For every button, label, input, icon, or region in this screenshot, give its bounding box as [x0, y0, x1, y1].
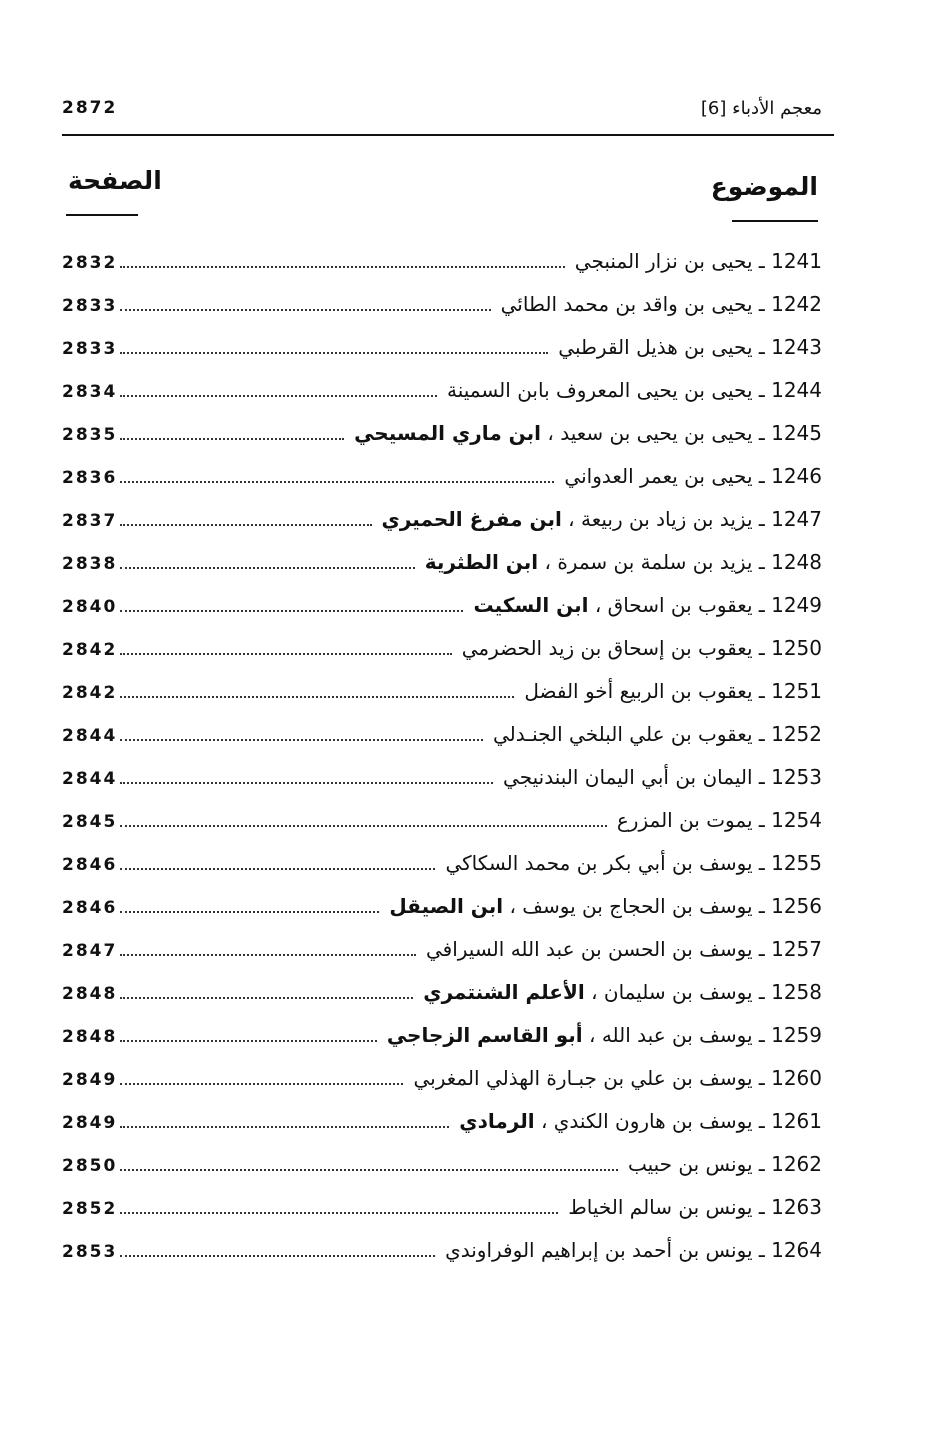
toc-entry-title [439, 851, 822, 875]
toc-entry-title [552, 335, 822, 359]
toc-entry [62, 1021, 822, 1064]
toc-leader-dots [120, 868, 435, 870]
toc-entry-title [467, 593, 822, 617]
toc-entry-number: 1250 [771, 636, 822, 660]
toc-leader-dots [120, 395, 437, 397]
toc-leader-dots [120, 825, 607, 827]
toc-entry-title [439, 1238, 822, 1262]
toc-leader-dots [120, 782, 493, 784]
toc-entry-title [407, 1066, 822, 1090]
toc-entry [62, 1193, 822, 1236]
toc-entry-name: يزيد بن زياد بن ربيعة ، [561, 507, 753, 531]
column-heading-topic-underline [732, 220, 818, 222]
toc-entry-number: 1258 [771, 980, 822, 1004]
toc-entry-title [383, 894, 822, 918]
toc-entry-number: 1251 [771, 679, 822, 703]
toc-entry-page: 2849 [62, 1113, 118, 1133]
toc-entry [62, 634, 822, 677]
toc-entry-page: 2836 [62, 468, 118, 488]
toc-entry [62, 462, 822, 505]
toc-entry-page: 2844 [62, 769, 118, 789]
toc-entry-name: يعقوب بن علي البلخي الجنـدلي [492, 722, 753, 746]
toc-entry-epithet: الرمادي [459, 1109, 535, 1133]
toc-leader-dots [120, 481, 554, 483]
toc-entry-number: 1247 [771, 507, 822, 531]
toc-leader-dots [120, 610, 463, 612]
toc-entry-separator: ـ [752, 507, 772, 531]
toc-entry-separator: ـ [752, 1152, 772, 1176]
toc-entry-page: 2847 [62, 941, 118, 961]
toc-entry [62, 1236, 822, 1279]
toc-leader-dots [120, 1083, 403, 1085]
toc-entry-title [487, 722, 822, 746]
toc-entry-number: 1260 [771, 1066, 822, 1090]
toc-entry-separator: ـ [752, 550, 772, 574]
toc-entry-number: 1259 [771, 1023, 822, 1047]
toc-entry-title [562, 1195, 822, 1219]
toc-entry-number: 1263 [771, 1195, 822, 1219]
toc-entry-number: 1245 [771, 421, 822, 445]
toc-entry [62, 720, 822, 763]
toc-leader-dots [120, 1169, 618, 1171]
toc-entry-separator: ـ [752, 937, 772, 961]
toc-entry-number: 1244 [771, 378, 822, 402]
toc-entry-title [622, 1152, 822, 1176]
toc-entry-name: يوسف بن سليمان ، [584, 980, 753, 1004]
toc-leader-dots [120, 1255, 435, 1257]
toc-entry [62, 1064, 822, 1107]
toc-entry-separator: ـ [752, 980, 772, 1004]
toc-entry [62, 763, 822, 806]
toc-entry [62, 935, 822, 978]
toc-entry-name: يعقوب بن إسحاق بن زيد الحضرمي [461, 636, 753, 660]
toc-entry-separator: ـ [752, 1023, 772, 1047]
toc-entry [62, 505, 822, 548]
toc-entry-page: 2835 [62, 425, 118, 445]
header-book-title: معجم الأدباء [6] [700, 98, 822, 119]
toc-entry-separator: ـ [752, 679, 772, 703]
toc-entry-name: يونس بن سالم الخياط [568, 1195, 753, 1219]
toc-entry-separator: ـ [752, 1195, 772, 1219]
toc-entry-separator: ـ [752, 335, 772, 359]
toc-leader-dots [120, 997, 413, 999]
toc-entry [62, 677, 822, 720]
toc-leader-dots [120, 653, 452, 655]
toc-leader-dots [120, 438, 344, 440]
toc-entry-name: يوسف بن عبد الله ، [582, 1023, 753, 1047]
column-heading-page-underline [66, 214, 138, 216]
toc-entry-name: يموت بن المزرع [616, 808, 753, 832]
toc-entry-title [417, 980, 822, 1004]
toc-entry-page: 2840 [62, 597, 118, 617]
toc-entry-epithet: ابن الصيقل [389, 894, 504, 918]
toc-entry-number: 1243 [771, 335, 822, 359]
toc-entry-page: 2848 [62, 1027, 118, 1047]
toc-entry-name: يونس بن أحمد بن إبراهيم الوفراوندي [445, 1238, 753, 1262]
toc-entry [62, 548, 822, 591]
toc-entry-epithet: ابن مفرغ الحميري [381, 507, 562, 531]
toc-entry-name: يوسف بن هارون الكندي ، [534, 1109, 753, 1133]
toc-entry-name: يوسف بن الحجاج بن يوسف ، [503, 894, 753, 918]
toc-entry [62, 591, 822, 634]
toc-entry-separator: ـ [752, 292, 772, 316]
toc-entry-name: يحيى بن يحيى بن سعيد ، [541, 421, 753, 445]
toc-entry-number: 1261 [771, 1109, 822, 1133]
toc-entry-name: يوسف بن أبي بكر بن محمد السكاكي [445, 851, 753, 875]
toc-entry [62, 290, 822, 333]
toc-entry-title [495, 292, 822, 316]
toc-entry-epithet: الأعلم الشنتمري [423, 980, 585, 1004]
toc-leader-dots [120, 309, 491, 311]
toc-leader-dots [120, 911, 379, 913]
toc-entry [62, 806, 822, 849]
toc-leader-dots [120, 567, 415, 569]
toc-entry [62, 1150, 822, 1193]
toc-entry-epithet: ابن ماري المسيحي [354, 421, 542, 445]
toc-entry-separator: ـ [752, 636, 772, 660]
toc-entry-title [381, 1023, 822, 1047]
toc-entry-name: يحيى بن واقد بن محمد الطائي [500, 292, 753, 316]
column-heading-topic: الموضوع [710, 172, 818, 201]
toc-entry [62, 892, 822, 935]
toc-entry [62, 247, 822, 290]
toc-entry [62, 978, 822, 1021]
toc-entry-page: 2849 [62, 1070, 118, 1090]
toc-entry-separator: ـ [752, 851, 772, 875]
toc-entry-separator: ـ [752, 1109, 772, 1133]
toc-leader-dots [120, 739, 483, 741]
toc-entry-number: 1257 [771, 937, 822, 961]
toc-entry-name: يوسف بن الحسن بن عبد الله السيرافي [425, 937, 753, 961]
toc-entry-epithet: ابن الطثرية [424, 550, 539, 574]
toc-entry-separator: ـ [752, 808, 772, 832]
toc-entry-page: 2833 [62, 339, 118, 359]
toc-entry-name: يحيى بن يعمر العدواني [564, 464, 753, 488]
toc-entry-epithet: ابن السكيت [473, 593, 589, 617]
toc-entry-separator: ـ [752, 765, 772, 789]
toc-entry-number: 1252 [771, 722, 822, 746]
toc-entry-title [569, 249, 822, 273]
toc-entry-title [441, 378, 822, 402]
toc-entry-name: يونس بن حبيب [627, 1152, 753, 1176]
toc-entry-separator: ـ [752, 593, 772, 617]
toc-entry-title [611, 808, 822, 832]
toc-entry-title [518, 679, 822, 703]
toc-entry-name: يعقوب بن الربيع أخو الفضل [524, 679, 753, 703]
toc-entry-page: 2850 [62, 1156, 118, 1176]
toc-entry-page: 2842 [62, 683, 118, 703]
running-header [62, 92, 822, 132]
toc-entry [62, 376, 822, 419]
toc-entry-page: 2844 [62, 726, 118, 746]
toc-entry-separator: ـ [752, 421, 772, 445]
toc-entry-title [419, 550, 822, 574]
toc-entry-page: 2833 [62, 296, 118, 316]
toc-entry [62, 1107, 822, 1150]
toc-entry-title [453, 1109, 822, 1133]
toc-entry-number: 1264 [771, 1238, 822, 1262]
toc-entry-page: 2837 [62, 511, 118, 531]
toc-entry-separator: ـ [752, 1066, 772, 1090]
toc-entry-name: يعقوب بن اسحاق ، [588, 593, 753, 617]
toc-entry-number: 1241 [771, 249, 822, 273]
toc-entry-name: يحيى بن يحيى المعروف بابن السمينة [446, 378, 753, 402]
header-page-number: 2872 [62, 98, 118, 118]
toc-leader-dots [120, 524, 372, 526]
toc-entry-number: 1262 [771, 1152, 822, 1176]
toc-entry-name: يحيى بن نزار المنبجي [574, 249, 753, 273]
toc-entry-separator: ـ [752, 722, 772, 746]
toc-entry-number: 1249 [771, 593, 822, 617]
toc-entry-separator: ـ [752, 894, 772, 918]
toc-entry-page: 2832 [62, 253, 118, 273]
toc-entry-name: يوسف بن علي بن جبـارة الهذلي المغربي [413, 1066, 753, 1090]
toc-entry-title [376, 507, 822, 531]
toc-entry-number: 1254 [771, 808, 822, 832]
toc-leader-dots [120, 1126, 449, 1128]
toc-entry-page: 2846 [62, 898, 118, 918]
toc-entry-separator: ـ [752, 249, 772, 273]
toc-entry-title [456, 636, 822, 660]
toc-leader-dots [120, 954, 416, 956]
column-heading-page: الصفحة [68, 166, 162, 195]
toc-leader-dots [120, 1040, 377, 1042]
toc-entry-number: 1242 [771, 292, 822, 316]
toc-entry-number: 1246 [771, 464, 822, 488]
toc-entry-page: 2838 [62, 554, 118, 574]
toc-entry-page: 2845 [62, 812, 118, 832]
toc-entry-number: 1256 [771, 894, 822, 918]
toc-entry-separator: ـ [752, 464, 772, 488]
toc-entry-number: 1248 [771, 550, 822, 574]
toc-leader-dots [120, 352, 548, 354]
toc-entry-separator: ـ [752, 1238, 772, 1262]
toc-entry-name: يحيى بن هذيل القرطبي [558, 335, 753, 359]
toc-entry-name: اليمان بن أبي اليمان البندنيجي [503, 765, 753, 789]
toc-entry-separator: ـ [752, 378, 772, 402]
header-rule [62, 134, 834, 136]
toc-leader-dots [120, 1212, 558, 1214]
toc-entry-number: 1253 [771, 765, 822, 789]
toc-leader-dots [120, 266, 565, 268]
toc-entry-title [348, 421, 822, 445]
toc-entry-page: 2853 [62, 1242, 118, 1262]
toc-entry-page: 2842 [62, 640, 118, 660]
toc-entry-page: 2852 [62, 1199, 118, 1219]
toc-entry-title [558, 464, 822, 488]
toc-entry-title [497, 765, 822, 789]
toc-entry-name: يزيد بن سلمة بن سمرة ، [538, 550, 753, 574]
toc-entry-page: 2834 [62, 382, 118, 402]
toc-entry-epithet: أبو القاسم الزجاجي [386, 1023, 583, 1047]
toc-entry [62, 419, 822, 462]
toc-entry-number: 1255 [771, 851, 822, 875]
table-of-contents [62, 247, 822, 1279]
toc-entry [62, 849, 822, 892]
toc-entry-page: 2846 [62, 855, 118, 875]
toc-leader-dots [120, 696, 514, 698]
toc-entry-page: 2848 [62, 984, 118, 1004]
toc-entry [62, 333, 822, 376]
toc-entry-title [420, 937, 822, 961]
